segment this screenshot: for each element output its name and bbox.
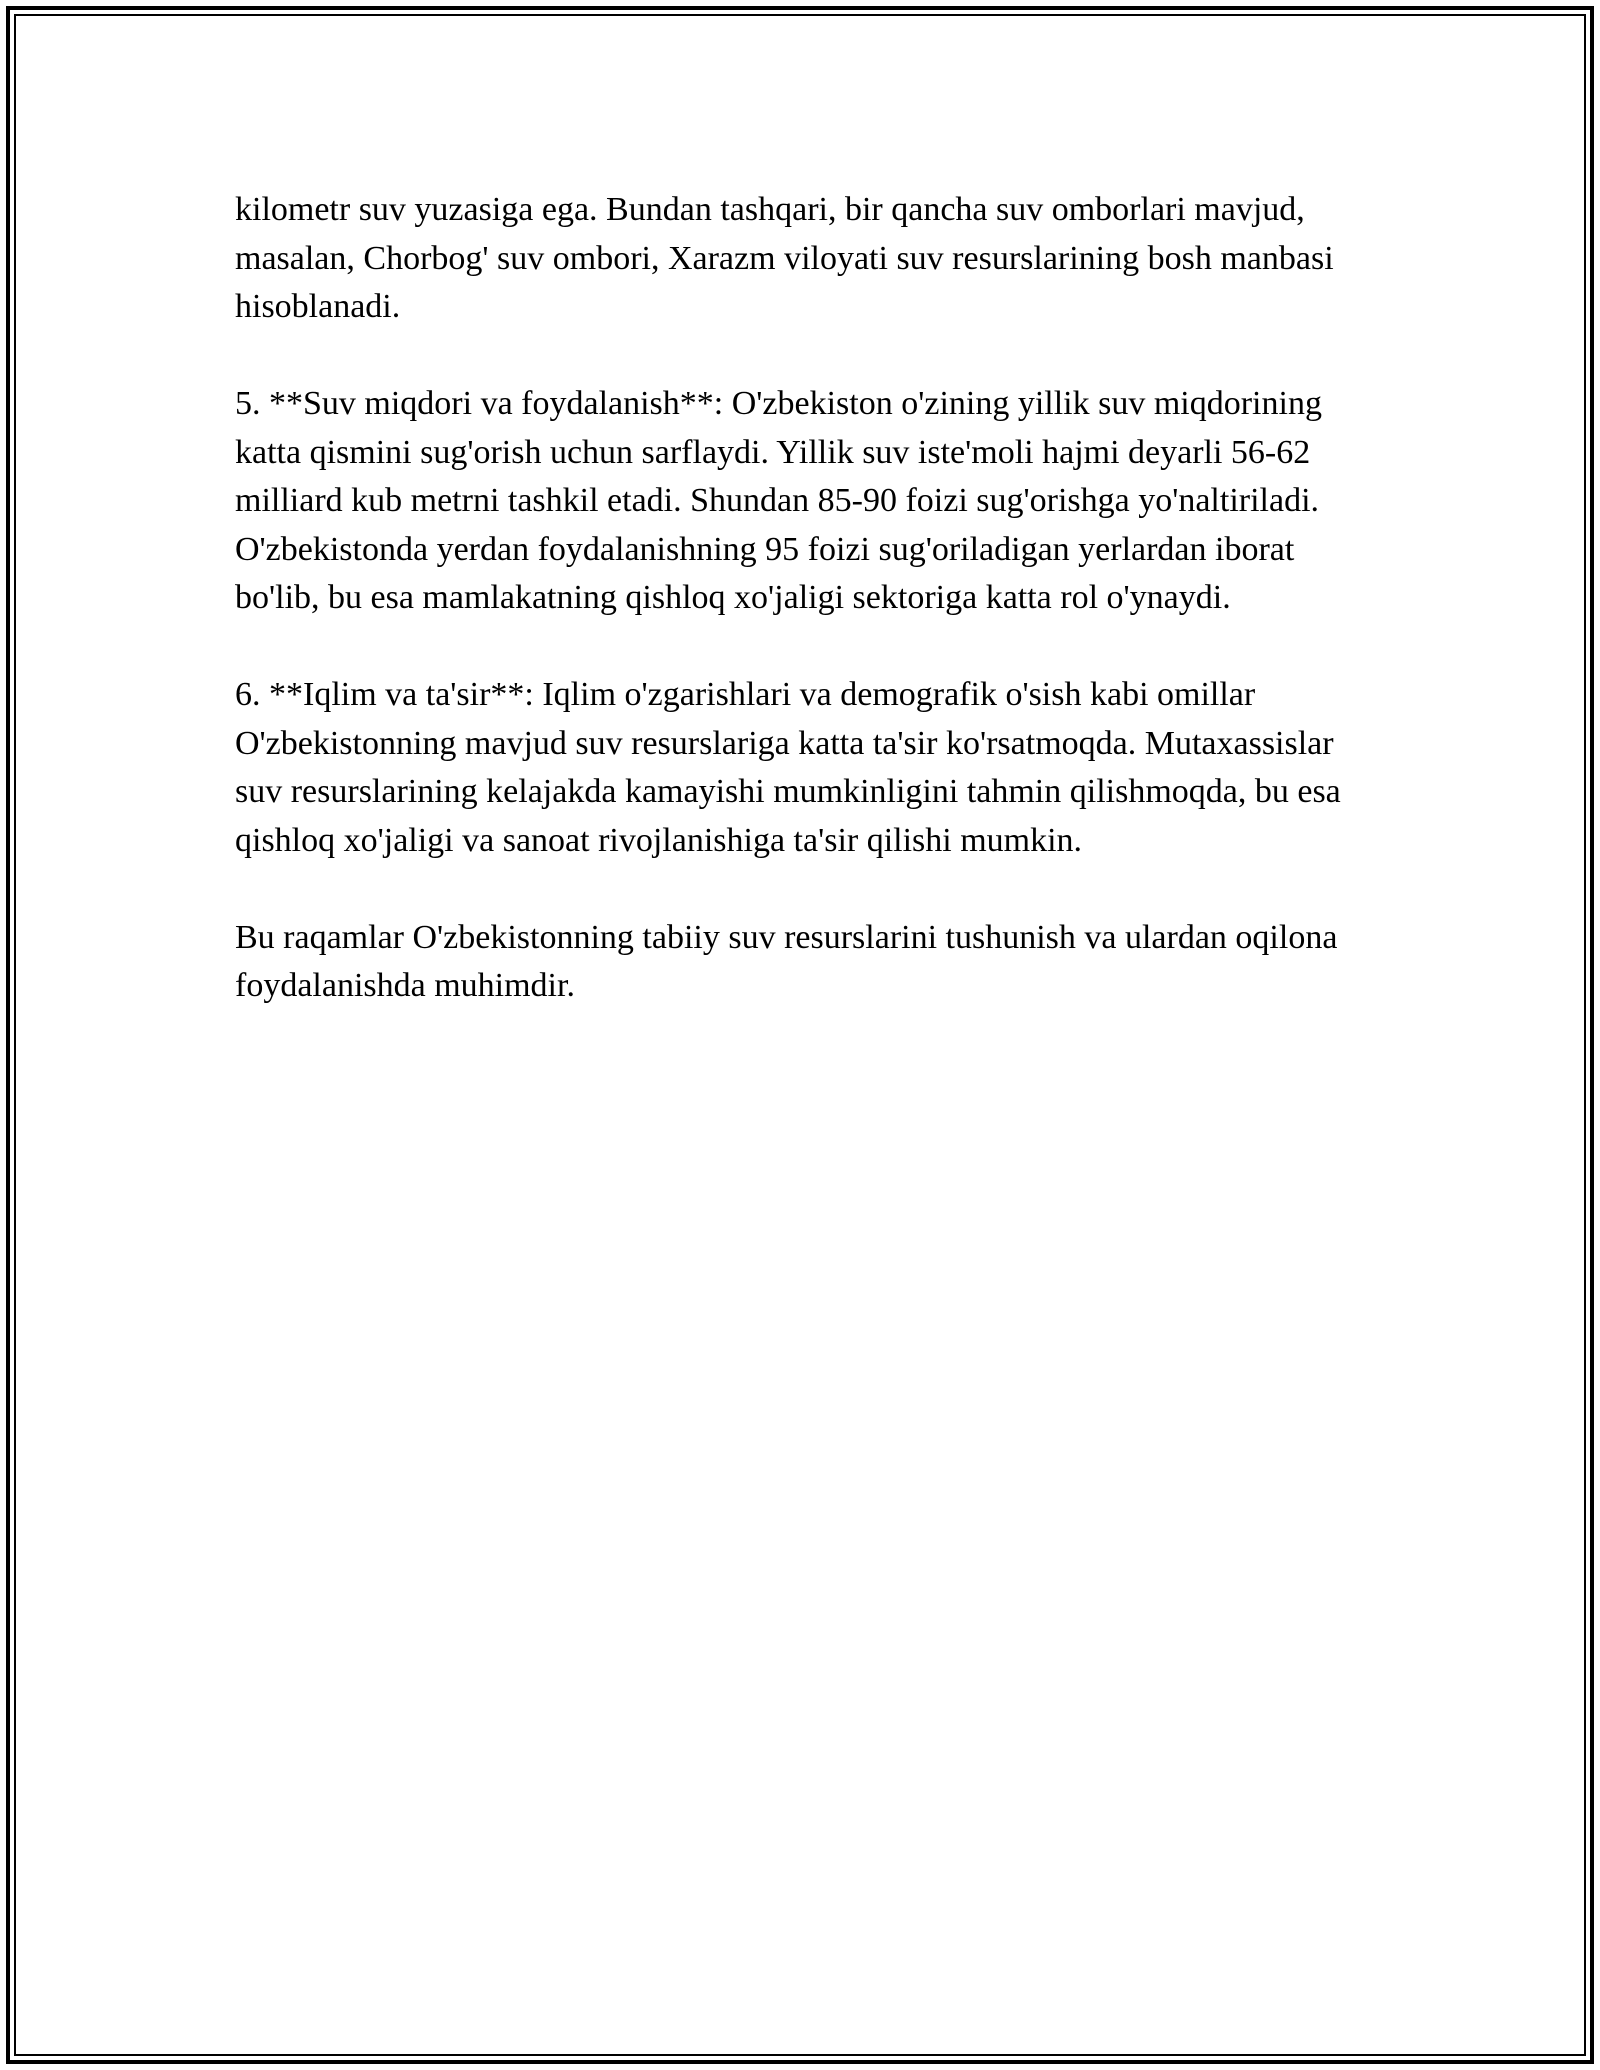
paragraph-conclusion: Bu raqamlar O'zbekistonning tabiiy suv resurslarini tushunish va ulardan oqilona foydalanishda muhimdir. <box>235 918 1338 1004</box>
document-body <box>235 186 1365 1011</box>
paragraph-water-reservoirs: kilometr suv yuzasiga ega. Bundan tashqari, bir qancha suv omborlari mavjud, masalan, Chorbog' suv ombori, Xarazm viloyati suv resurslarining bosh manbasi hisoblanadi. <box>235 191 1334 325</box>
paragraph-climate-impact: 6. **Iqlim va ta'sir**: Iqlim o'zgarishlari va demografik o'sish kabi omillar O'zbekistonning mavjud suv resurslariga katta ta'sir ko'rsatmoqda. Mutaxassislar suv resurslarining kelajakda kamayishi mumkinligini tahmin qilishmoqda, bu esa qishloq xo'jaligi va sanoat rivojlanishiga ta'sir qilishi mumkin. <box>235 676 1341 859</box>
paragraph-water-usage: 5. **Suv miqdori va foydalanish**: O'zbekiston o'zining yillik suv miqdorining katta qismini sug'orish uchun sarflaydi. Yillik suv iste'moli hajmi deyarli 56-62 milliard kub metrni tashkil etadi. Shundan 85-90 foizi sug'orishga yo'naltiriladi. O'zbekistonda yerdan foydalanishning 95 foizi sug'oriladigan yerlardan iborat bo'lib, bu esa mamlakatning qishloq xo'jaligi sektoriga katta rol o'ynaydi. <box>235 385 1322 616</box>
